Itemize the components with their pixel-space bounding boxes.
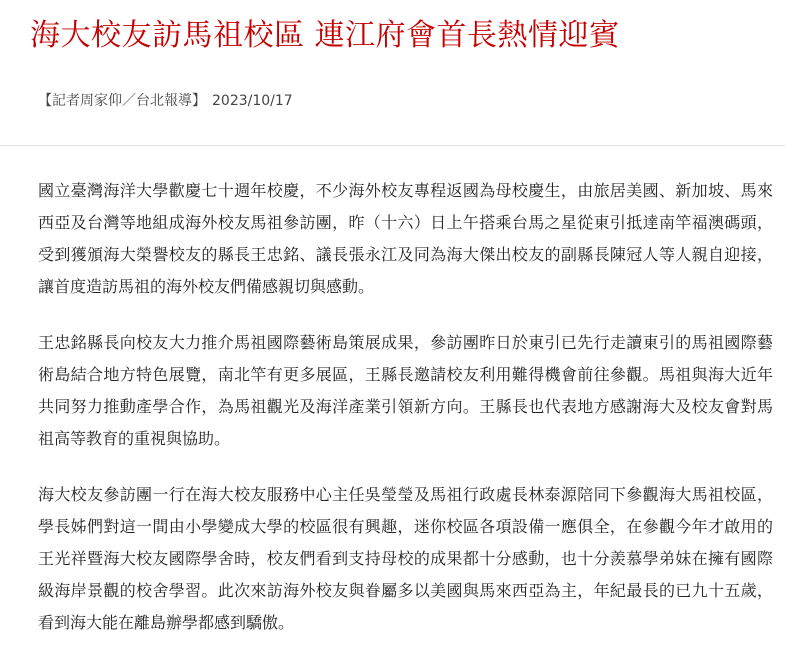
- article-paragraph-2: 王忠銘縣長向校友大力推介馬祖國際藝術島策展成果，參訪團昨日於東引已先行走讀東引的馬祖國際藝術島結合地方特色展覽，南北竿有更多展區，王縣長邀請校友利用難得機會前往參觀。馬祖與海大近年共同努力推動產學合作，為馬祖觀光及海洋產業引領新方向。王縣長也代表地方感謝海大及校友會對馬祖高等教育的重視與協助。: [38, 333, 773, 448]
- article-body: [38, 175, 773, 663]
- byline-reporter: 【記者周家仰／台北報導】: [38, 93, 206, 109]
- byline: [38, 90, 293, 112]
- publish-date: 2023/10/17: [212, 93, 293, 109]
- article-paragraph-3: 海大校友參訪團一行在海大校友服務中心主任吳瑩瑩及馬祖行政處長林泰源陪同下參觀海大馬祖校區，學長姊們對這一間由小學變成大學的校區很有興趣，迷你校區各項設備一應俱全，在參觀今年才啟用的王光祥暨海大校友國際學舍時，校友們看到支持母校的成果都十分感動，也十分羨慕學弟妹在擁有國際級海岸景觀的校舍學習。此次來訪海外校友與眷屬多以美國與馬來西亞為主，年紀最長的已九十五歲，看到海大能在離島辦學都感到驕傲。: [38, 485, 773, 632]
- article-paragraph-1: 國立臺灣海洋大學歡慶七十週年校慶，不少海外校友專程返國為母校慶生，由旅居美國、新加坡、馬來西亞及台灣等地組成海外校友馬祖參訪團，昨（十六）日上午搭乘台馬之星從東引抵達南竿福澳碼頭，受到獲頒海大榮譽校友的縣長王忠銘、議長張永江及同為海大傑出校友的副縣長陳冠人等人親自迎接，讓首度造訪馬祖的海外校友們備感親切與感動。: [38, 181, 773, 296]
- header-divider: [0, 145, 785, 146]
- article-title: 海大校友訪馬祖校區 連江府會首長熱情迎賓: [30, 18, 620, 53]
